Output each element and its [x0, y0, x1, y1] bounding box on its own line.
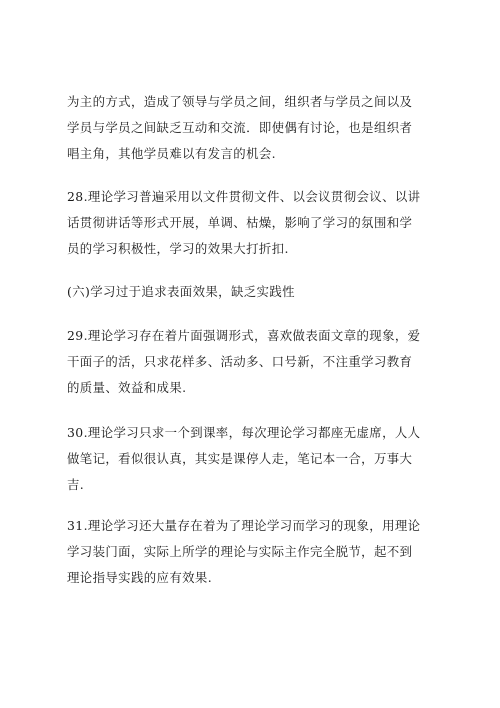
text-line: 31.理论学习还大量存在着为了理论学习而学习的现象，用理论	[67, 518, 421, 533]
text-line: 28.理论学习普遍采用以文件贯彻文件、以会议贯彻会议、以讲	[67, 189, 421, 204]
text-line: 员的学习积极性，学习的效果大打折扣.	[67, 241, 289, 256]
paragraph-item-31	[67, 513, 437, 591]
text-line: 话贯彻讲话等形式开展，单调、枯燥，影响了学习的氛围和学	[67, 215, 413, 230]
text-line: 学习装门面，实际上所学的理论与实际主作完全脱节，起不到	[67, 544, 413, 559]
text-line: 为主的方式，造成了领导与学员之间，组织者与学员之间以及	[67, 94, 413, 109]
text-line: 唱主角，其他学员难以有发言的机会.	[67, 146, 276, 161]
paragraph-item-29	[67, 323, 437, 401]
text-line: 吉.	[67, 477, 85, 492]
text-line: 理论指导实践的应有效果.	[67, 570, 213, 585]
paragraph-item-28	[67, 184, 437, 262]
section-heading-6	[67, 279, 437, 305]
text-line: 学员与学员之间缺乏互动和交流．即使偶有讨论，也是组织者	[67, 120, 413, 135]
paragraph-intro	[67, 89, 437, 167]
text-line: 30.理论学习只求一个到课率，每次理论学习都座无虚席，人人	[67, 425, 421, 440]
text-line: 干面子的活，只求花样多、活动多、口号新，不注重学习教育	[67, 354, 413, 369]
paragraph-item-30	[67, 420, 437, 498]
text-line: 的质量、效益和成果.	[67, 380, 187, 395]
text-line: (六)学习过于追求表面效果，缺乏实践性	[67, 284, 295, 299]
text-line: 29.理论学习存在着片面强调形式，喜欢做表面文章的现象，爱	[67, 328, 421, 343]
text-line: 做笔记，看似很认真，其实是课停人走，笔记本一合，万事大	[67, 451, 413, 466]
